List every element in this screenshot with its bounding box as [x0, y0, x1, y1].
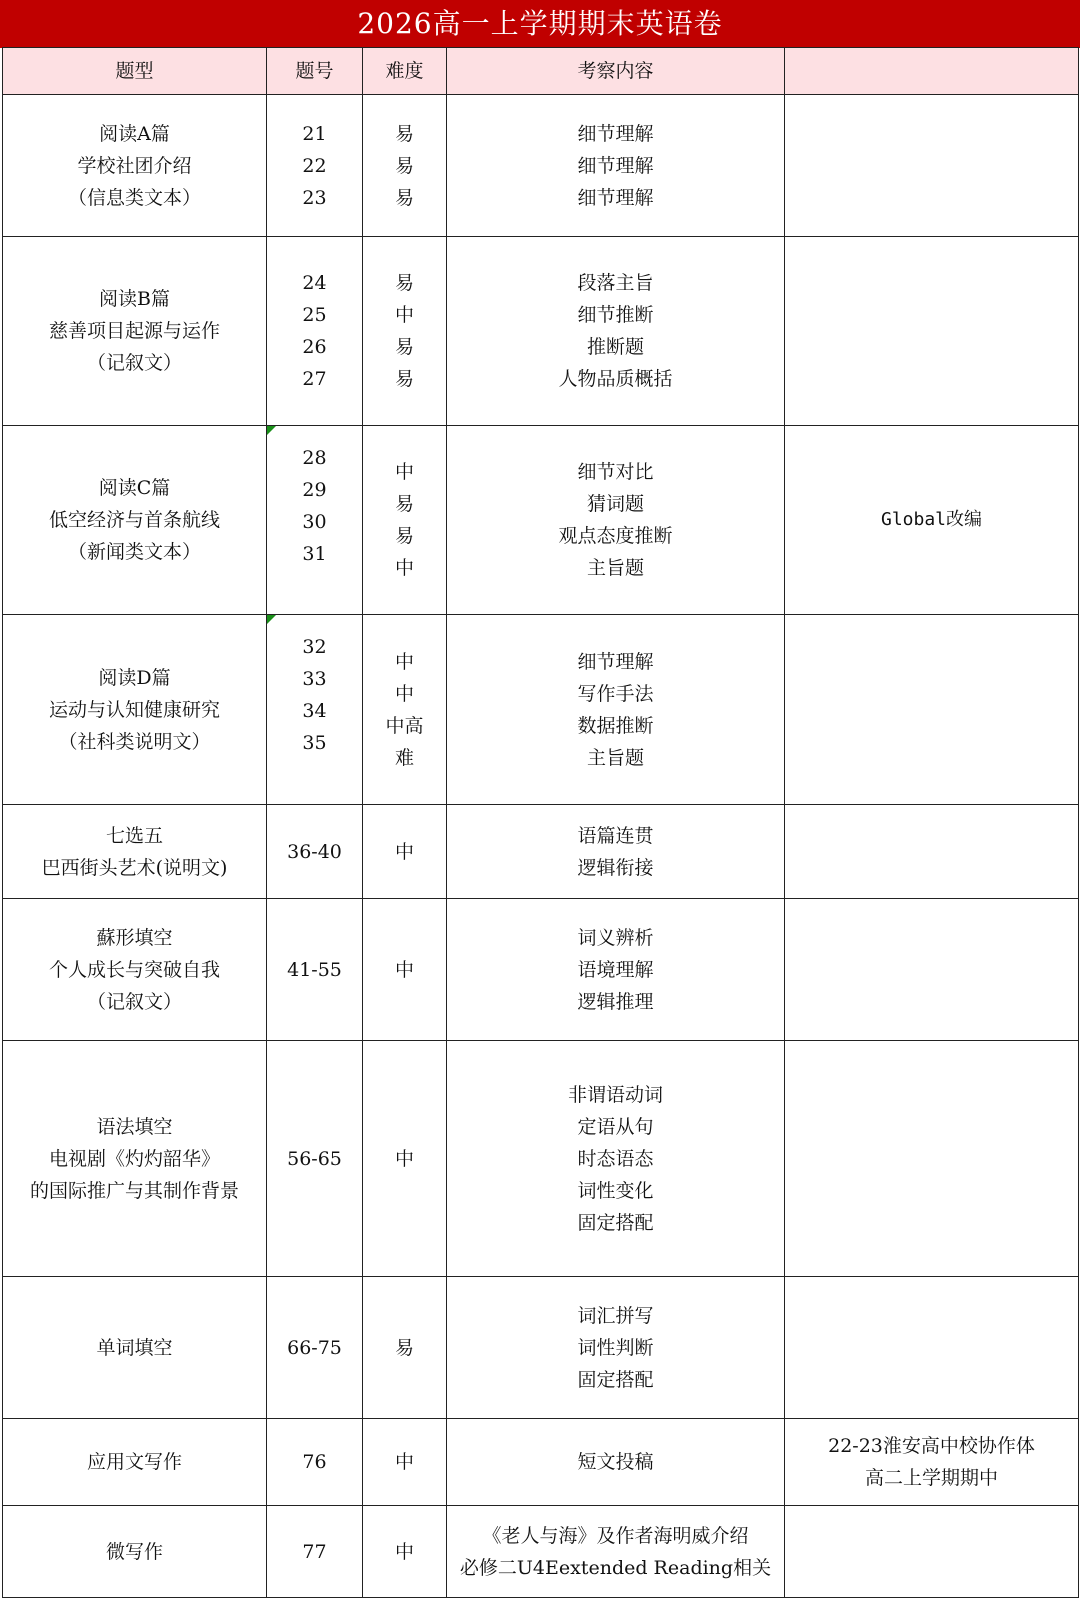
note-cell [785, 1419, 1079, 1506]
num-line: 21 [302, 122, 327, 145]
type-line: （信息类文本） [67, 186, 201, 209]
num-line: 29 [302, 479, 327, 501]
header-type: 题型 [3, 48, 267, 95]
type-line: 巴西街头艺术(说明文) [41, 856, 228, 879]
diff-line: 易 [394, 186, 414, 209]
num-line: 28 [302, 447, 327, 469]
content-line: 词义辨析 [577, 926, 654, 949]
note-cell [785, 237, 1079, 426]
type-line: （记叙文） [86, 990, 182, 1013]
diff-line: 易 [394, 1336, 414, 1359]
note-line: Global改编 [880, 509, 983, 530]
content-line: 逻辑推理 [577, 990, 654, 1013]
type-line: 微写作 [105, 1540, 163, 1563]
content-cell [447, 805, 785, 899]
type-line: 七选五 [105, 824, 163, 847]
content-line: 时态语态 [577, 1147, 654, 1170]
content-line: 猜词题 [586, 493, 644, 515]
header-note [785, 48, 1079, 95]
type-line: 慈善项目起源与运作 [48, 320, 220, 342]
content-cell [447, 1419, 785, 1506]
comment-marker-icon [267, 615, 276, 624]
sheet-title: 2026高一上学期期末英语卷 [0, 0, 1080, 48]
diff-line: 易 [394, 525, 414, 547]
diff-line: 中 [394, 682, 414, 705]
type-cell [3, 805, 267, 899]
num-cell [267, 237, 363, 426]
content-line: 细节理解 [577, 122, 654, 145]
type-line: 单词填空 [96, 1336, 173, 1359]
type-line: 阅读C篇 [98, 477, 171, 499]
diff-line: 中 [394, 958, 414, 981]
note-cell [785, 1041, 1079, 1277]
content-cell [447, 1041, 785, 1277]
type-cell [3, 95, 267, 237]
table-row [3, 1506, 1079, 1598]
num-cell [267, 805, 363, 899]
num-line: 35 [302, 732, 327, 754]
num-line: 26 [302, 336, 327, 358]
note-cell [785, 615, 1079, 805]
content-line: 非谓语动词 [567, 1083, 663, 1106]
diff-line: 易 [394, 493, 414, 515]
content-line: 段落主旨 [577, 272, 654, 294]
num-line: 36-40 [287, 840, 342, 863]
content-line: 人物品质概括 [558, 368, 673, 390]
table-row [3, 426, 1079, 615]
type-line: （社科类说明文） [58, 730, 211, 753]
content-cell [447, 237, 785, 426]
content-line: 数据推断 [577, 714, 654, 737]
num-line: 27 [302, 368, 327, 390]
num-line: 30 [302, 511, 327, 533]
diff-line: 易 [394, 368, 414, 390]
diff-cell [363, 426, 447, 615]
diff-cell [363, 899, 447, 1041]
content-line: 细节对比 [577, 461, 654, 483]
diff-cell [363, 1419, 447, 1506]
content-line: 细节理解 [577, 650, 654, 673]
header-num: 题号 [267, 48, 363, 95]
note-line: 高二上学期期中 [864, 1467, 998, 1489]
diff-line: 中 [394, 557, 414, 579]
table-row [3, 1277, 1079, 1419]
type-cell [3, 237, 267, 426]
diff-line: 中 [394, 1451, 414, 1473]
type-line: 个人成长与突破自我 [48, 958, 220, 981]
diff-line: 中 [394, 1147, 414, 1170]
comment-marker-icon [267, 426, 276, 435]
num-line: 32 [302, 636, 327, 658]
note-cell [785, 1277, 1079, 1419]
diff-line: 易 [394, 336, 414, 358]
num-line: 66-75 [287, 1336, 342, 1359]
diff-cell [363, 805, 447, 899]
note-cell [785, 426, 1079, 615]
diff-line: 易 [394, 272, 414, 294]
content-line: 短文投稿 [577, 1451, 654, 1473]
table-row [3, 805, 1079, 899]
num-line: 56-65 [287, 1147, 342, 1170]
content-line: 词汇拼写 [577, 1304, 654, 1327]
content-cell [447, 899, 785, 1041]
type-line: 阅读D篇 [98, 666, 171, 689]
diff-cell [363, 615, 447, 805]
type-line: 学校社团介绍 [77, 154, 192, 177]
table-row [3, 95, 1079, 237]
num-line: 41-55 [287, 958, 342, 981]
diff-line: 中 [394, 650, 414, 673]
content-line: 固定搭配 [577, 1211, 654, 1234]
type-line: 阅读B篇 [99, 288, 170, 310]
diff-cell [363, 1277, 447, 1419]
content-line: 写作手法 [577, 682, 654, 705]
type-cell [3, 1041, 267, 1277]
content-line: 词性判断 [577, 1336, 654, 1359]
num-cell [267, 95, 363, 237]
diff-cell [363, 1506, 447, 1598]
num-line: 77 [302, 1540, 327, 1563]
num-line: 22 [302, 154, 327, 177]
diff-cell [363, 95, 447, 237]
table-row [3, 615, 1079, 805]
type-line: （新闻类文本） [67, 541, 201, 563]
diff-line: 中 [394, 304, 414, 326]
type-line: 低空经济与首条航线 [48, 509, 220, 531]
type-cell [3, 615, 267, 805]
content-cell [447, 615, 785, 805]
content-line: 定语从句 [577, 1115, 654, 1138]
content-line: 逻辑衔接 [577, 856, 654, 879]
diff-line: 难 [394, 746, 414, 769]
table-row [3, 237, 1079, 426]
num-cell [267, 899, 363, 1041]
content-line: 细节理解 [577, 154, 654, 177]
diff-cell [363, 237, 447, 426]
type-cell [3, 1277, 267, 1419]
note-cell [785, 899, 1079, 1041]
type-line: （记叙文） [86, 352, 182, 374]
type-line: 运动与认知健康研究 [48, 698, 220, 721]
content-line: 《老人与海》及作者海明威介绍 [482, 1524, 749, 1547]
content-line: 必修二U4Eextended Reading相关 [459, 1556, 772, 1579]
exam-table [2, 47, 1079, 1598]
table-row [3, 1041, 1079, 1277]
type-line: 的国际推广与其制作背景 [29, 1179, 239, 1202]
content-line: 细节推断 [577, 304, 654, 326]
type-line: 蘇形填空 [96, 926, 173, 949]
num-cell [267, 1419, 363, 1506]
header-content: 考察内容 [447, 48, 785, 95]
num-cell [267, 426, 363, 615]
content-cell [447, 426, 785, 615]
content-cell [447, 1506, 785, 1598]
content-line: 主旨题 [586, 746, 644, 769]
content-cell [447, 1277, 785, 1419]
note-cell [785, 805, 1079, 899]
num-line: 25 [302, 304, 327, 326]
type-line: 应用文写作 [86, 1451, 182, 1473]
num-line: 24 [302, 272, 327, 294]
type-cell [3, 1506, 267, 1598]
content-line: 推断题 [586, 336, 644, 358]
type-cell [3, 426, 267, 615]
content-line: 语境理解 [577, 958, 654, 981]
type-line: 电视剧《灼灼韶华》 [48, 1147, 220, 1170]
content-line: 观点态度推断 [558, 525, 673, 547]
diff-cell [363, 1041, 447, 1277]
diff-line: 中高 [385, 714, 424, 737]
num-line: 31 [302, 543, 327, 565]
table-row [3, 1419, 1079, 1506]
diff-line: 易 [394, 122, 414, 145]
type-cell [3, 1419, 267, 1506]
type-line: 阅读A篇 [99, 122, 170, 145]
num-line: 23 [302, 186, 327, 209]
note-cell [785, 1506, 1079, 1598]
content-line: 固定搭配 [577, 1368, 654, 1391]
diff-line: 易 [394, 154, 414, 177]
diff-line: 中 [394, 840, 414, 863]
num-cell [267, 1506, 363, 1598]
note-cell [785, 95, 1079, 237]
table-row [3, 899, 1079, 1041]
num-line: 34 [302, 700, 327, 722]
num-cell [267, 615, 363, 805]
header-row [3, 48, 1079, 95]
content-line: 细节理解 [577, 186, 654, 209]
type-cell [3, 899, 267, 1041]
num-cell [267, 1041, 363, 1277]
type-line: 语法填空 [96, 1115, 173, 1138]
diff-line: 中 [394, 461, 414, 483]
num-cell [267, 1277, 363, 1419]
content-line: 主旨题 [586, 557, 644, 579]
content-line: 词性变化 [577, 1179, 654, 1202]
note-line: 22-23淮安高中校协作体 [828, 1435, 1035, 1457]
header-diff: 难度 [363, 48, 447, 95]
content-cell [447, 95, 785, 237]
num-line: 33 [302, 668, 327, 690]
diff-line: 中 [394, 1540, 414, 1563]
num-line: 76 [302, 1451, 327, 1473]
content-line: 语篇连贯 [577, 824, 654, 847]
